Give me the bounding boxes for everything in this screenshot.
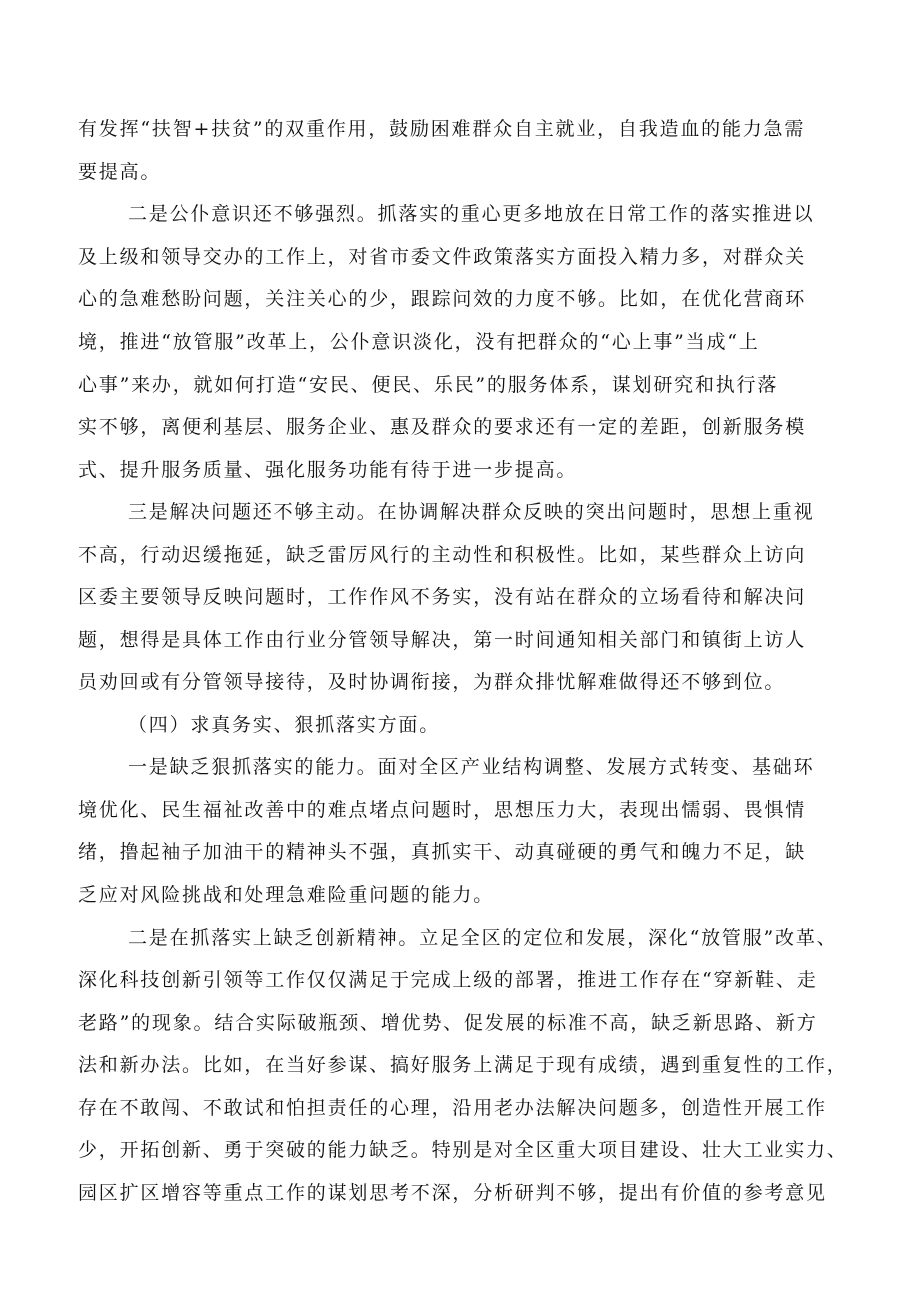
paragraph-first-line: 一是缺乏狠抓落实的能力。面对全区产业结构调整、发展方式转变、基础环 [128,756,815,778]
text-line: 题，想得是具体工作由行业分管领导解决，第一时间通知相关部门和镇街上访人 [78,629,807,651]
text-line: 乏应对风险挑战和处理急难险重问题的能力。 [78,884,495,906]
section-heading: （四）求真务实、狠抓落实方面。 [128,714,441,736]
text-line: 少，开拓创新、勇于突破的能力缺乏。特别是对全区重大项目建设、壮大工业实力、 [78,1139,848,1161]
text-line: 要提高。 [78,161,162,183]
text-line: 深化科技创新引领等工作仅仅满足于完成上级的部署，推进工作存在“穿新鞋、走 [78,969,818,991]
paragraph-first-line: 二是公仆意识还不够强烈。抓落实的重心更多地放在日常工作的落实推进以 [128,203,815,225]
paragraph-first-line: 二是在抓落实上缺乏创新精神。立足全区的定位和发展，深化“放管服”改革、 [128,927,838,949]
text-line: 绪，撸起袖子加油干的精神头不强，真抓实干、动真碰硬的勇气和魄力不足，缺 [78,841,807,863]
text-line: 境，推进“放管服”改革上，公仆意识淡化，没有把群众的“心上事”当成“上 [78,331,760,353]
text-line: 心的急难愁盼问题，关注关心的少，跟踪问效的力度不够。比如，在优化营商环 [78,288,807,310]
text-line: 园区扩区增容等重点工作的谋划思考不深，分析研判不够，提出有价值的参考意见 [78,1182,827,1204]
text-line: 区委主要领导反映问题时，工作作风不务实，没有站在群众的立场看待和解决问 [78,586,807,608]
text-line: 实不够，离便利基层、服务企业、惠及群众的要求还有一定的差距，创新服务模 [78,416,807,438]
text-line: 及上级和领导交办的工作上，对省市委文件政策落实方面投入精力多，对群众关 [78,246,807,268]
text-line: 存在不敢闯、不敢试和怕担责任的心理，沿用老办法解决问题多，创造性开展工作 [78,1097,827,1119]
text-line: 有发挥“扶智+扶贫”的双重作用，鼓励困难群众自主就业，自我造血的能力急需 [78,118,806,140]
text-line: 心事”来办，就如何打造“安民、便民、乐民”的服务体系，谋划研究和执行落 [78,374,779,396]
text-line: 老路”的现象。结合实际破瓶颈、增优势、促发展的标准不高，缺乏新思路、新方 [78,1012,818,1034]
text-line: 境优化、民生福祉改善中的难点堵点问题时，思想压力大，表现出懦弱、畏惧情 [78,799,807,821]
paragraph-first-line: 三是解决问题还不够主动。在协调解决群众反映的突出问题时，思想上重视 [128,501,815,523]
text-line: 式、提升服务质量、强化服务功能有待于进一步提高。 [78,459,578,481]
text-line: 员劝回或有分管领导接待，及时协调衔接，为群众排忧解难做得还不够到位。 [78,671,786,693]
text-line: 法和新办法。比如，在当好参谋、搞好服务上满足于现有成绩，遇到重复性的工作， [78,1054,848,1076]
text-line: 不高，行动迟缓拖延，缺乏雷厉风行的主动性和积极性。比如，某些群众上访向 [78,544,807,566]
